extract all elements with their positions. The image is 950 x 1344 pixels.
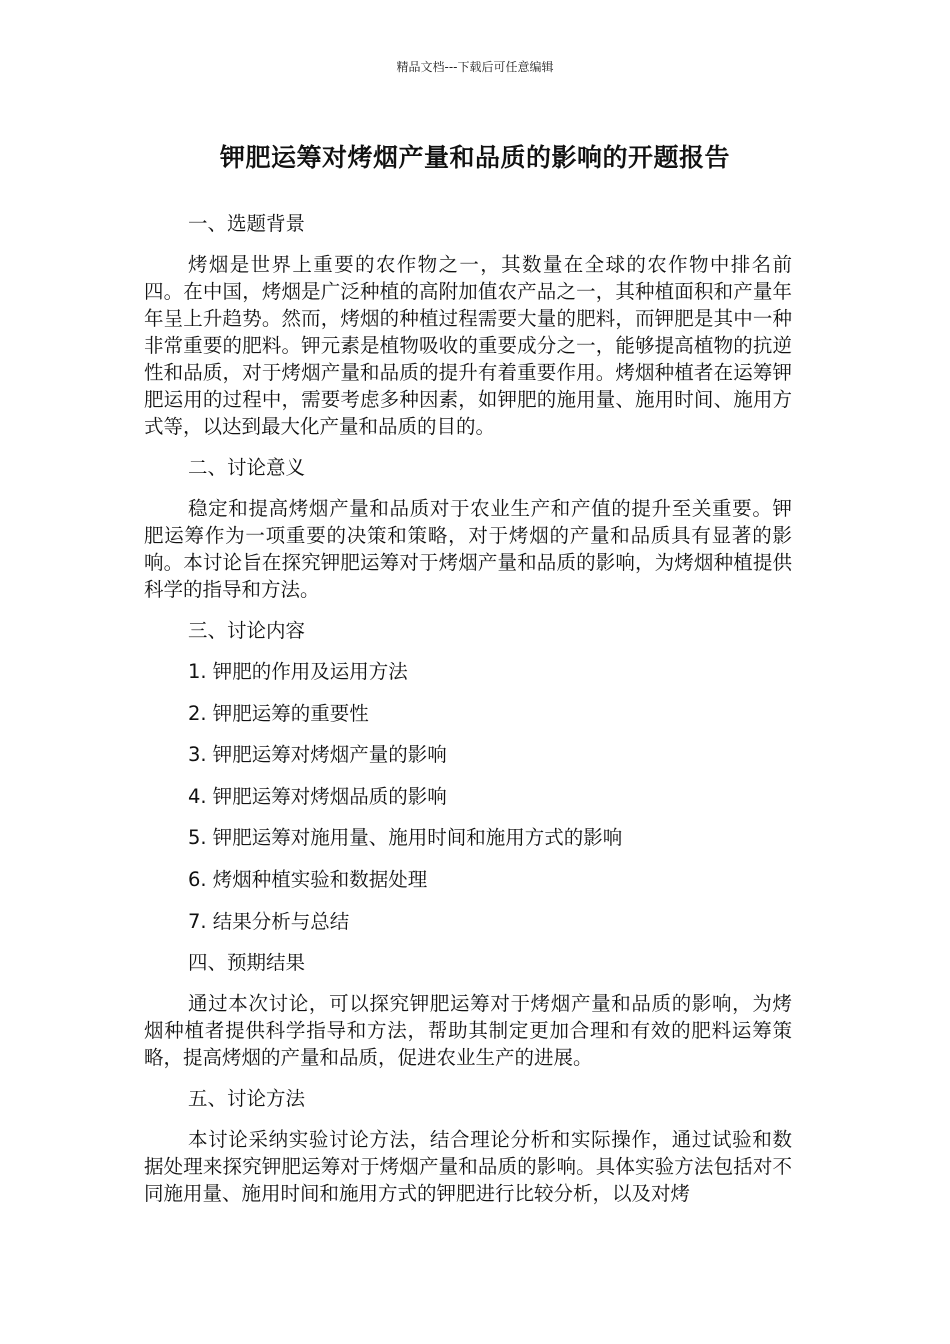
content-list-item: 3. 钾肥运筹对烤烟产量的影响 bbox=[188, 743, 447, 767]
content-list-item: 2. 钾肥运筹的重要性 bbox=[188, 701, 369, 725]
section-text-method: 本讨论采纳实验讨论方法，结合理论分析和实际操作，通过试验和数据处理来探究钾肥运筹对于烤烟产量和品质的影响。具体实验方法包括对不同施用量、施用时间和施用方式的钾肥进行比较分析，以及对烤 bbox=[144, 1128, 792, 1206]
section-heading-background: 一、选题背景 bbox=[188, 212, 306, 235]
content-list-item: 5. 钾肥运筹对施用量、施用时间和施用方式的影响 bbox=[188, 826, 623, 850]
document-title: 钾肥运筹对烤烟产量和品质的影响的开题报告 bbox=[219, 143, 730, 172]
content-list-item: 6. 烤烟种植实验和数据处理 bbox=[188, 867, 428, 891]
document-body bbox=[144, 210, 792, 1221]
header-note: 精品文档---下载后可任意编辑 bbox=[396, 60, 554, 74]
content-list-item: 1. 钾肥的作用及运用方法 bbox=[188, 660, 408, 683]
section-heading-content: 三、讨论内容 bbox=[188, 619, 306, 642]
section-heading-significance: 二、讨论意义 bbox=[188, 456, 306, 479]
content-list-item: 4. 钾肥运筹对烤烟品质的影响 bbox=[188, 784, 447, 808]
section-text-expected: 通过本次讨论，可以探究钾肥运筹对于烤烟产量和品质的影响，为烤烟种植者提供科学指导和方法，帮助其制定更加合理和有效的肥料运筹策略，提高烤烟的产量和品质，促进农业生产的进展。 bbox=[144, 992, 792, 1070]
section-text-significance: 稳定和提高烤烟产量和品质对于农业生产和产值的提升至关重要。钾肥运筹作为一项重要的决策和策略，对于烤烟的产量和品质具有显著的影响。本讨论旨在探究钾肥运筹对于烤烟产量和品质的影响，为烤烟种植提供科学的指导和方法。 bbox=[144, 497, 792, 601]
content-list-item: 7. 结果分析与总结 bbox=[188, 909, 350, 933]
section-heading-method: 五、讨论方法 bbox=[188, 1087, 306, 1111]
section-text-background: 烤烟是世界上重要的农作物之一，其数量在全球的农作物中排名前四。在中国，烤烟是广泛种植的高附加值农产品之一，其种植面积和产量年年呈上升趋势。然而，烤烟的种植过程需要大量的肥料，而钾肥是其中一种非常重要的肥料。钾元素是植物吸收的重要成分之一，能够提高植物的抗逆性和品质，对于烤烟产量和品质的提升有着重要作用。烤烟种植者在运筹钾肥运用的过程中，需要考虑多种因素，如钾肥的施用量、施用时间、施用方式等，以达到最大化产量和品质的目的。 bbox=[144, 253, 792, 438]
section-heading-expected: 四、预期结果 bbox=[188, 951, 306, 975]
